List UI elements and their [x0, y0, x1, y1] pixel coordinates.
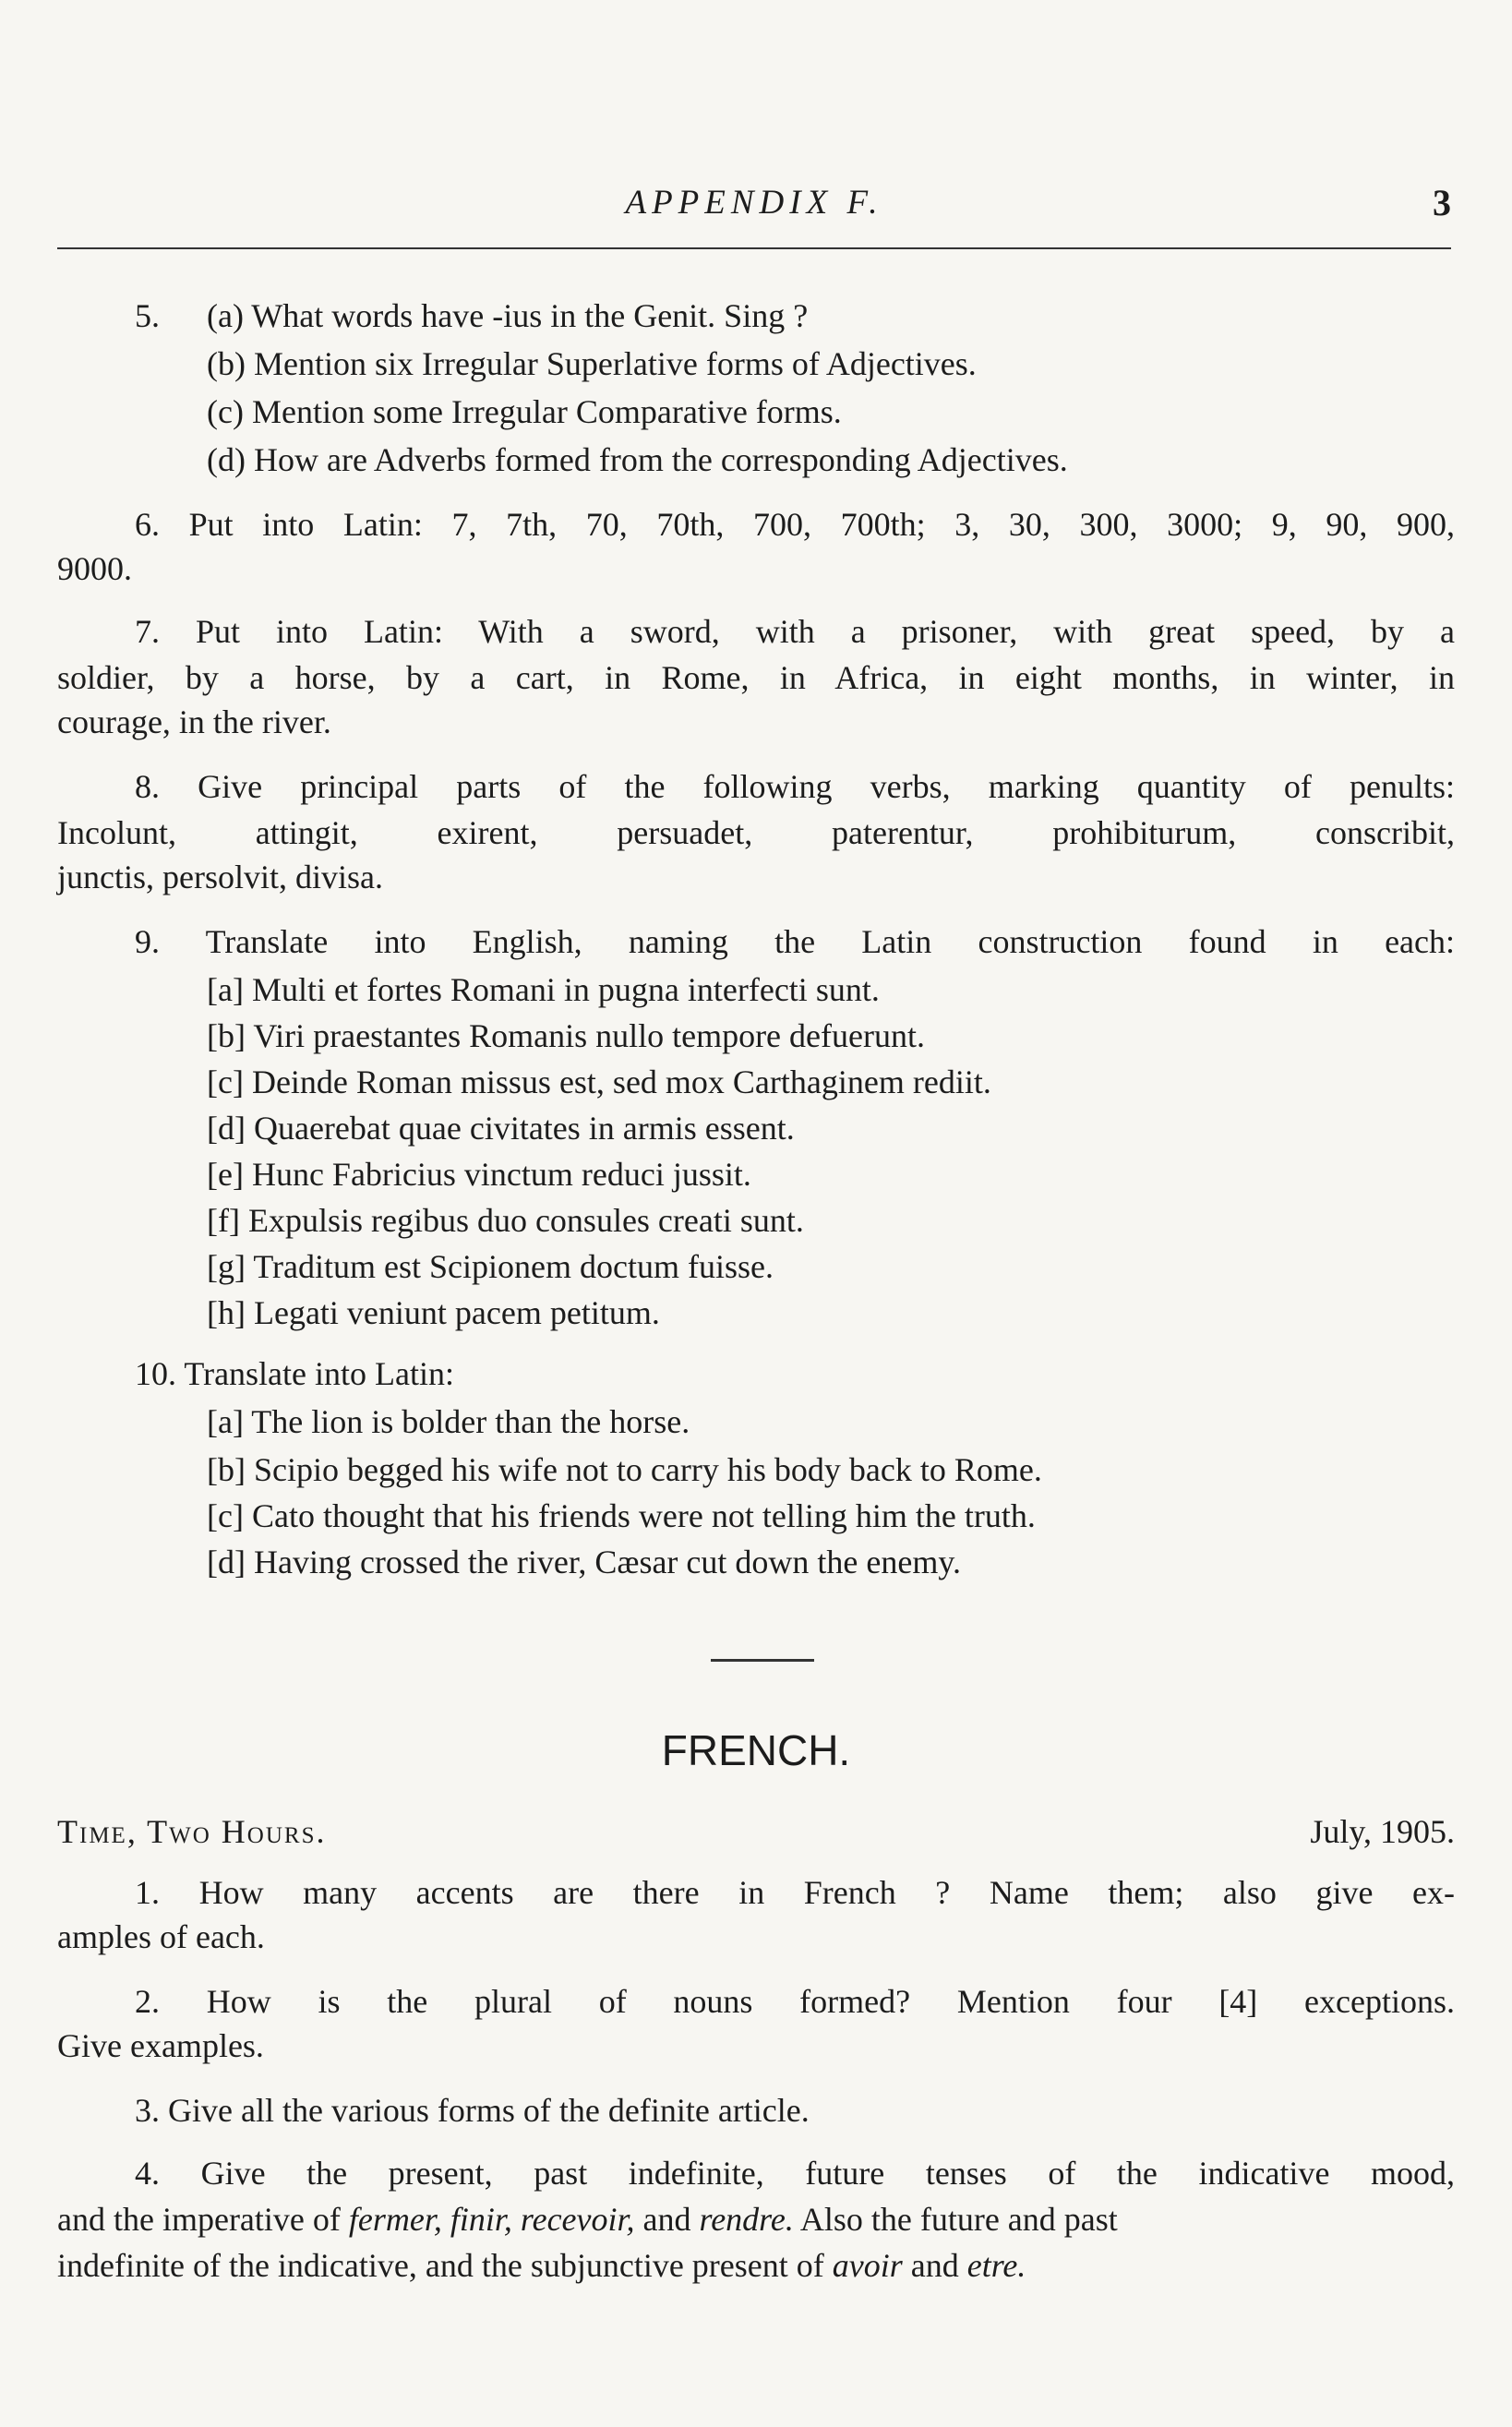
fr-q3-line-1: 3. Give all the various forms of the definite article.	[135, 2092, 810, 2129]
q9-intro: 9. Translate into English, naming the Latin construction found in each:	[135, 923, 1455, 960]
fr-q4-line-2-start: and the imperative of	[57, 2201, 349, 2238]
fr-q2-line-1: 2. How is the plural of nouns formed? Mention four [4] exceptions.	[135, 1983, 1455, 2020]
q5-part-b: (b) Mention six Irregular Superlative forms of Adjectives.	[207, 345, 977, 382]
exam-date: July, 1905.	[1310, 1813, 1455, 1850]
q9-item-c: [c] Deinde Roman missus est, sed mox Carthaginem rediit.	[207, 1063, 991, 1100]
q10-item-a: [a] The lion is bolder than the horse.	[207, 1403, 690, 1440]
q10-item-c: [c] Cato thought that his friends were not telling him the truth.	[207, 1497, 1036, 1534]
verb-etre: etre.	[966, 2247, 1026, 2284]
q10-item-d: [d] Having crossed the river, Cæsar cut down the enemy.	[207, 1544, 961, 1580]
q9-item-e: [e] Hunc Fabricius vinctum reduci jussit.	[207, 1156, 751, 1193]
q5-part-d: (d) How are Adverbs formed from the corresponding Adjectives.	[207, 441, 1068, 478]
section-title-french: FRENCH.	[661, 1726, 851, 1774]
q9-item-d: [d] Quaerebat quae civitates in armis essent.	[207, 1110, 795, 1147]
q6-line-1: 6. Put into Latin: 7, 7th, 70, 70th, 700, 700th; 3, 30, 300, 3000; 9, 90, 900,	[135, 506, 1455, 543]
q10-item-b: [b] Scipio begged his wife not to carry his body back to Rome.	[207, 1451, 1042, 1488]
q9-item-h: [h] Legati veniunt pacem petitum.	[207, 1294, 660, 1331]
q10-intro: 10. Translate into Latin:	[135, 1355, 454, 1392]
q8-line-1: 8. Give principal parts of the following verbs, marking quantity of penults:	[135, 768, 1455, 805]
verb-finir: finir,	[450, 2201, 512, 2238]
fr-q1-line-2: amples of each.	[57, 1918, 265, 1955]
conjunction-and: and	[642, 2201, 691, 2238]
q6-line-2: 9000.	[57, 550, 132, 587]
q5-part-a: (a) What words have -ius in the Genit. Sing ?	[207, 297, 809, 334]
q9-item-g: [g] Traditum est Scipionem doctum fuisse.	[207, 1248, 774, 1285]
verb-avoir: avoir	[832, 2247, 903, 2284]
fr-q4-line-3	[57, 2245, 1026, 2286]
verb-recevoir: recevoir,	[520, 2201, 635, 2238]
q7-line-2: soldier, by a horse, by a cart, in Rome, in Africa, in eight months, in winter, in	[57, 659, 1455, 696]
verb-fermer: fermer,	[348, 2201, 442, 2238]
q8-line-3: junctis, persolvit, divisa.	[57, 859, 383, 895]
q7-line-1: 7. Put into Latin: With a sword, with a prisoner, with great speed, by a	[135, 613, 1455, 650]
exam-time: Time, Two Hours.	[57, 1813, 327, 1850]
fr-q4-line-3-start: indefinite of the indicative, and the subjunctive present of	[57, 2247, 833, 2284]
q5-number: 5.	[135, 297, 160, 334]
fr-q4-line-2	[57, 2199, 1455, 2240]
fr-q4-line-1: 4. Give the present, past indefinite, future tenses of the indicative mood,	[135, 2155, 1455, 2192]
fr-q4-line-3-and: and	[902, 2247, 967, 2284]
page-number: 3	[1433, 182, 1451, 223]
page-title: APPENDIX F.	[625, 184, 883, 222]
page-header	[57, 175, 1451, 231]
fr-q1-line-1: 1. How many accents are there in French ? Name them; also give ex-	[135, 1874, 1455, 1911]
q5-part-c: (c) Mention some Irregular Comparative forms.	[207, 393, 842, 430]
fr-q4-line-2-end: Also the future and past	[799, 2201, 1118, 2238]
section-separator	[711, 1659, 814, 1662]
header-rule	[57, 247, 1451, 249]
verb-rendre: rendre.	[699, 2201, 794, 2238]
q7-line-3: courage, in the river.	[57, 703, 331, 740]
q9-item-f: [f] Expulsis regibus duo consules creati sunt.	[207, 1202, 804, 1239]
fr-q2-line-2: Give examples.	[57, 2027, 264, 2064]
q9-item-b: [b] Viri praestantes Romanis nullo tempore defuerunt.	[207, 1017, 925, 1054]
q9-item-a: [a] Multi et fortes Romani in pugna interfecti sunt.	[207, 971, 880, 1008]
q8-line-2: Incolunt, attingit, exirent, persuadet, paterentur, prohibiturum, conscribit,	[57, 814, 1455, 851]
